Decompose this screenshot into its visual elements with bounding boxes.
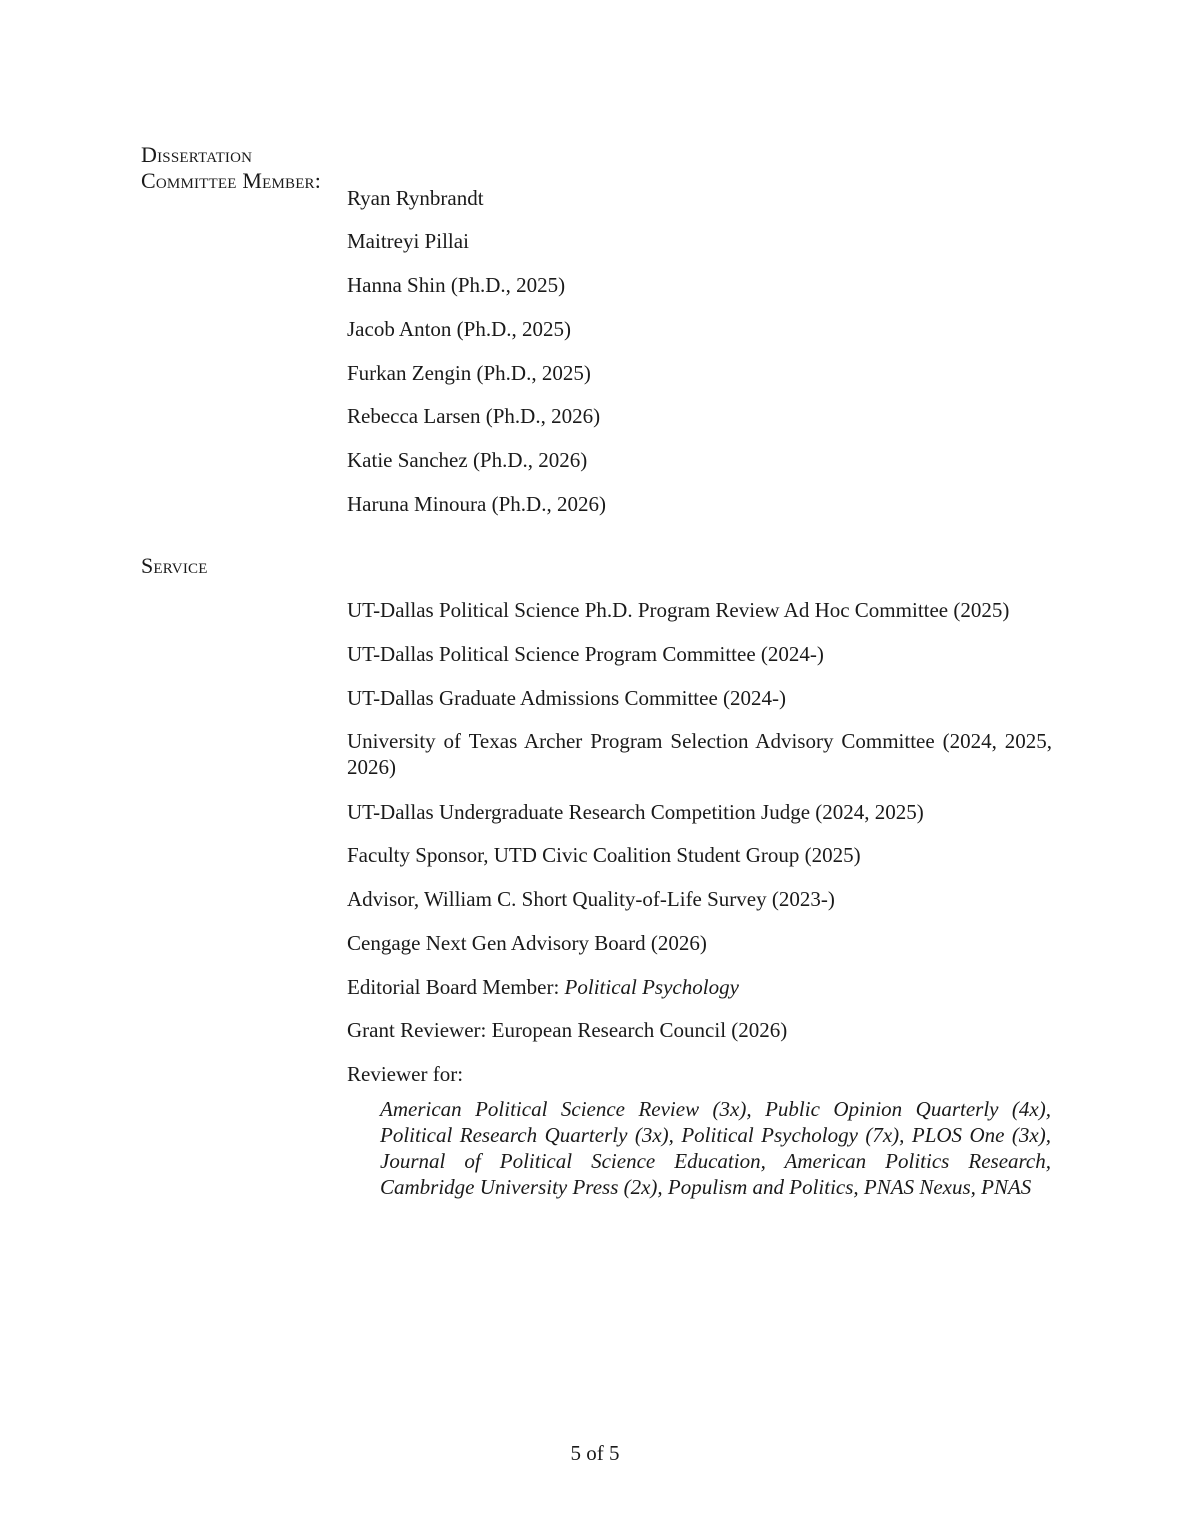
service-item: UT-Dallas Graduate Admissions Committee (2024-) <box>347 686 786 710</box>
service-item: UT-Dallas Political Science Program Committee (2024-) <box>347 642 824 666</box>
service-item: UT-Dallas Political Science Ph.D. Program Review Ad Hoc Committee (2025) <box>347 598 1010 622</box>
service-item: Advisor, William C. Short Quality-of-Life Survey (2023-) <box>347 887 835 911</box>
committee-member: Katie Sanchez (Ph.D., 2026) <box>347 448 588 472</box>
editorial-board-journal: Political Psychology <box>564 975 739 999</box>
committee-member: Rebecca Larsen (Ph.D., 2026) <box>347 404 601 428</box>
reviewer-for-label: Reviewer for: <box>347 1062 464 1086</box>
dissertation-section-label: Dissertation Committee Member: <box>141 142 322 193</box>
service-item: University of Texas Archer Program Selection Advisory Committee (2024, 2025, 2026) <box>347 729 1052 779</box>
committee-member: Hanna Shin (Ph.D., 2025) <box>347 273 566 297</box>
committee-member: Ryan Rynbrandt <box>347 186 484 210</box>
committee-member: Haruna Minoura (Ph.D., 2026) <box>347 492 606 516</box>
editorial-board-item <box>347 974 739 1000</box>
page-number: 5 of 5 <box>570 1441 620 1465</box>
reviewer-journal-list: American Political Science Review (3x), Public Opinion Quarterly (4x), Political Research Quarterly (3x), Political Psychology (7x), PLOS One (3x), Journal of Political Science Education, American Politics Research, Cambridge University Press (2x), Populism and Politics, PNAS Nexus, PNAS <box>380 1097 1051 1199</box>
editorial-board-prefix: Editorial Board Member: <box>347 975 560 999</box>
grant-reviewer-item: Grant Reviewer: European Research Council (2026) <box>347 1018 788 1042</box>
service-section-label: Service <box>141 553 208 578</box>
service-item: Cengage Next Gen Advisory Board (2026) <box>347 931 707 955</box>
committee-member: Furkan Zengin (Ph.D., 2025) <box>347 361 591 385</box>
service-item: UT-Dallas Undergraduate Research Competition Judge (2024, 2025) <box>347 800 924 824</box>
committee-member: Jacob Anton (Ph.D., 2025) <box>347 317 571 341</box>
service-item: Faculty Sponsor, UTD Civic Coalition Student Group (2025) <box>347 843 861 867</box>
committee-member: Maitreyi Pillai <box>347 229 469 253</box>
